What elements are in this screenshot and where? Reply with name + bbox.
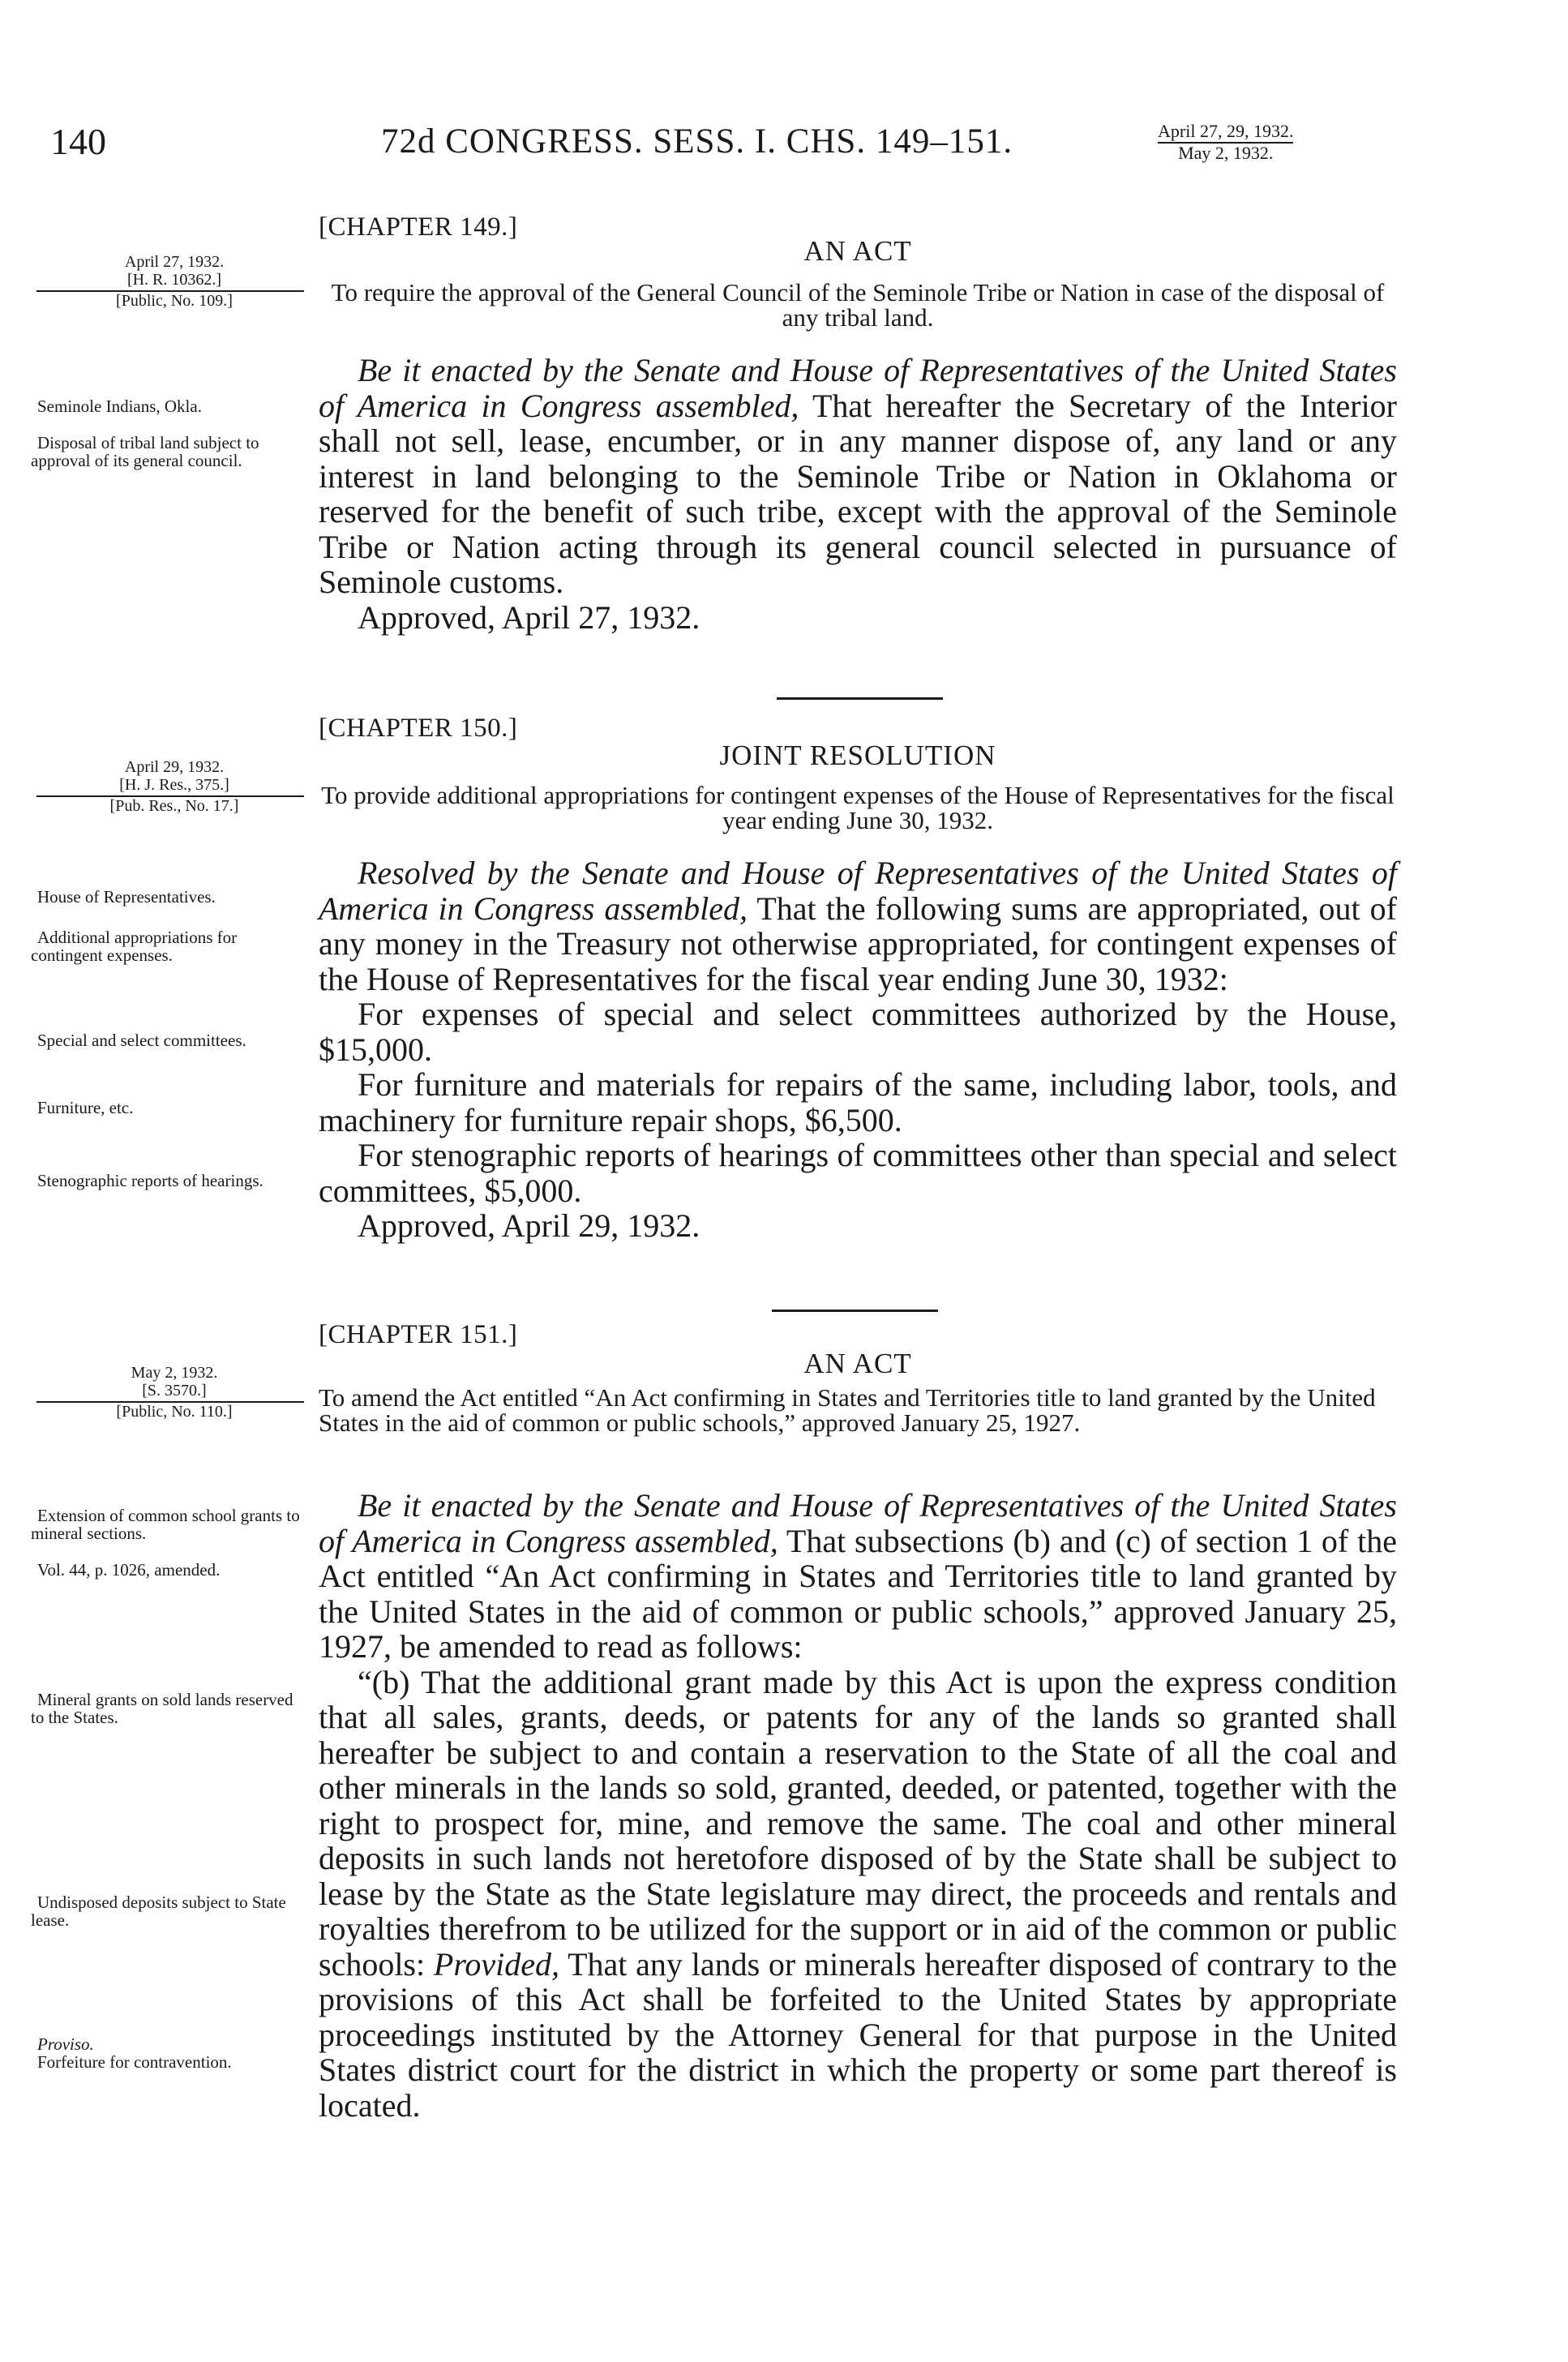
chapter-149-sidenote-1: Seminole Indians, Okla. <box>37 397 202 416</box>
resolving-clause-italic: Resolved by the Senate and House of Representatives of the United States of America in Congress assembled, <box>319 855 1397 927</box>
chapter-150-sidenote-4: Furniture, etc. <box>37 1098 134 1117</box>
margin-bill: [S. 3570.] <box>142 1382 207 1400</box>
enacting-clause <box>319 353 1397 600</box>
chapter-150-margin-citation <box>36 758 312 815</box>
enacting-clause <box>319 1488 1397 1665</box>
chapter-151-type: AN ACT <box>803 1348 912 1379</box>
chapter-150-body <box>319 855 1397 1244</box>
chapter-149-margin-citation <box>36 253 312 310</box>
paragraph-special-committees: For expenses of special and select committees authorized by the House, $15,000. <box>319 996 1397 1068</box>
chapter-151-margin-citation <box>36 1364 312 1421</box>
approval-line: Approved, April 27, 1932. <box>358 598 700 636</box>
chapter-149-purpose: To require the approval of the General Council of the Seminole Tribe or Nation in case of the disposal of any tribal land. <box>331 278 1385 332</box>
header-dates <box>1158 122 1293 163</box>
margin-date: April 29, 1932. <box>124 758 225 776</box>
chapter-150-sidenote-1: House of Representatives. <box>37 887 216 907</box>
chapter-151-sidenote-3: Mineral grants on sold lands reserved to the States. <box>31 1690 293 1727</box>
chapter-150-sidenote-5: Stenographic reports of hearings. <box>37 1171 263 1190</box>
chapter-150-label: [CHAPTER 150.] <box>319 714 518 743</box>
paragraph-stenographic: For stenographic reports of hearings of committees other than special and select committees, $5,000. <box>319 1137 1397 1209</box>
chapter-151-sidenote-4: Undisposed deposits subject to State lease. <box>31 1893 286 1930</box>
chapter-149-type: AN ACT <box>803 235 912 267</box>
margin-public-law: [Public, No. 109.] <box>116 292 233 310</box>
chapter-151-sidenote-6: Forfeiture for contravention. <box>37 2052 232 2072</box>
chapter-149-body <box>319 353 1397 635</box>
chapter-150-type: JOINT RESOLUTION <box>719 739 996 771</box>
chapter-149-label: [CHAPTER 149.] <box>319 212 518 242</box>
section-divider <box>777 697 943 700</box>
page-number: 140 <box>50 121 106 162</box>
margin-bill: [H. J. Res., 375.] <box>119 776 229 794</box>
enacting-clause-italic: Be it enacted by the Senate and House of Representatives of the United States of America in Congress assembled, <box>319 352 1397 424</box>
resolving-clause-text: That the following sums are appropriated, out of any money in the Treasury not otherwise appropriated, for contingent expenses of the House of Representatives for the fiscal year ending June 30, 1932: <box>319 890 1397 997</box>
chapter-150-sidenote-2: Additional appropriations for contingent expenses. <box>31 928 238 965</box>
proviso-text: That any lands or minerals hereafter disposed of contrary to the provisions of this Act shall be forfeited to the United States by appropriate proceedings instituted by the Attorney General for that purpose in the United States district court for the district in which the property or some part thereof is located. <box>319 1945 1398 2124</box>
proviso-italic: Provided, <box>433 1945 560 1983</box>
chapter-151-sidenote-5: Proviso. <box>37 2034 94 2054</box>
section-divider <box>772 1310 938 1312</box>
margin-public-law: [Public, No. 110.] <box>116 1403 233 1421</box>
header-date-bottom: May 2, 1932. <box>1178 143 1274 163</box>
enacting-clause-text: That subsections (b) and (c) of section 1 of the Act entitled “An Act confirming in States and Territories title to land granted by the United States in the aid of common or public schools,” approved January 25, 1927, be amended to read as follows: <box>319 1522 1397 1665</box>
chapter-151-label: [CHAPTER 151.] <box>319 1320 518 1349</box>
chapter-151-body <box>319 1488 1397 2123</box>
chapter-151-sidenote-2: Vol. 44, p. 1026, amended. <box>37 1560 221 1580</box>
chapter-150-purpose: To provide additional appropriations for contingent expenses of the House of Representatives for the fiscal year ending June 30, 1932. <box>321 781 1394 834</box>
subsection-b <box>319 1665 1397 2124</box>
approval-line: Approved, April 29, 1932. <box>358 1207 700 1244</box>
paragraph-furniture: For furniture and materials for repairs of the same, including labor, tools, and machinery for furniture repair shops, $6,500. <box>319 1066 1397 1138</box>
margin-date: May 2, 1932. <box>131 1364 218 1382</box>
chapter-150-sidenote-3: Special and select committees. <box>37 1031 246 1050</box>
running-head: 72d CONGRESS. SESS. I. CHS. 149–151. <box>381 122 1013 161</box>
enacting-clause-text: That hereafter the Secretary of the Interior shall not sell, lease, encumber, or in any manner dispose of, any land or any interest in land belonging to the Seminole Tribe or Nation in Oklahoma or reserved for the benefit of such tribe, except with the approval of the Seminole Tribe or Nation acting through its general council selected in pursuance of Seminole customs. <box>319 387 1398 600</box>
enacting-clause-italic: Be it enacted by the Senate and House of Representatives of the United States of America in Congress assembled, <box>319 1487 1397 1559</box>
margin-date: April 27, 1932. <box>124 253 225 271</box>
resolving-clause <box>319 855 1397 997</box>
chapter-151-sidenote-1: Extension of common school grants to mineral sections. <box>31 1506 300 1543</box>
margin-public-law: [Pub. Res., No. 17.] <box>109 797 239 815</box>
chapter-151-purpose: To amend the Act entitled “An Act confirming in States and Territories title to land granted by the United States in the aid of common or public schools,” approved January 25, 1927. <box>319 1383 1376 1437</box>
subsection-b-text: “(b) That the additional grant made by this Act is upon the express condition that all sales, grants, deeds, or patents for any of the lands so granted shall hereafter be subject to and contain a reservation to the State of all the coal and other minerals in the lands so sold, granted, deeded, or patented, together with the right to prospect for, mine, and remove the same. The coal and other mineral deposits in such lands not heretofore disposed of by the State shall be subject to lease by the State as the State legislature may direct, the proceeds and rentals and royalties therefrom to be utilized for the support or in aid of the common or public schools: <box>319 1663 1397 1983</box>
margin-bill: [H. R. 10362.] <box>126 271 222 289</box>
chapter-149-sidenote-2: Disposal of tribal land subject to approval of its general council. <box>31 433 259 470</box>
header-date-top: April 27, 29, 1932. <box>1158 122 1293 144</box>
